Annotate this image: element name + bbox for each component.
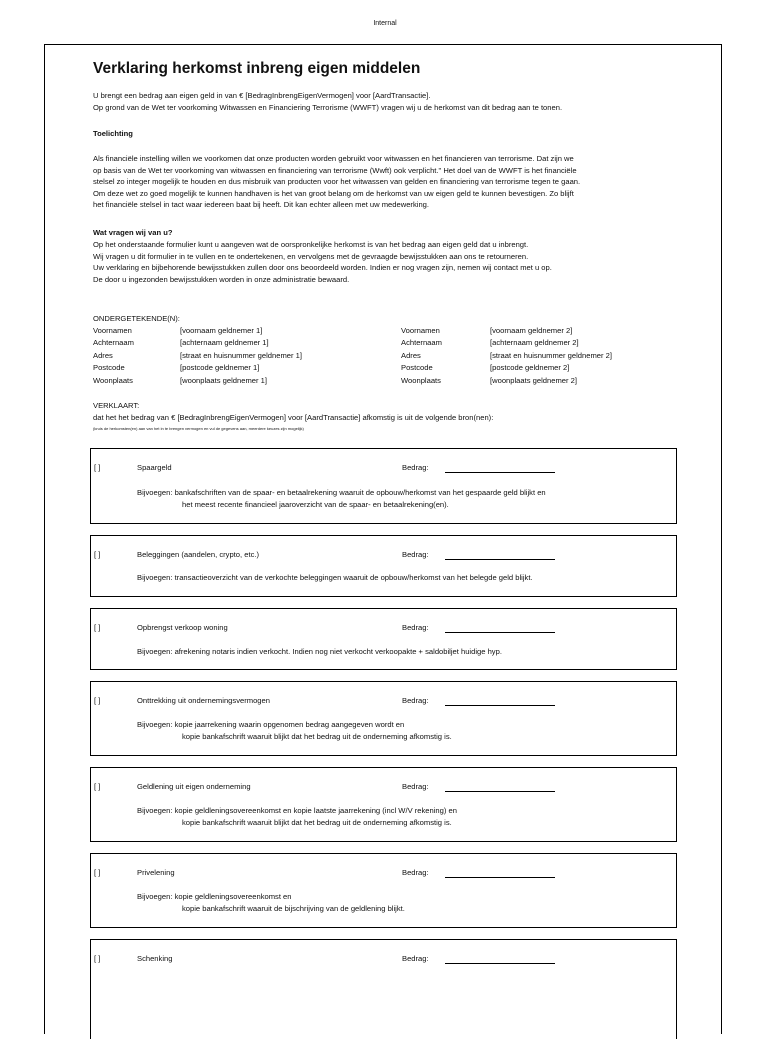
bedrag-input-line[interactable] bbox=[445, 877, 555, 878]
checkbox[interactable]: [ ] bbox=[94, 868, 101, 877]
verklaart-text: dat het het bedrag van € [BedragInbrengEigenVermogen] voor [AardTransactie] afkomstig is uit de volgende bron(nen): bbox=[93, 413, 494, 422]
toelichting-heading: Toelichting bbox=[93, 129, 133, 138]
attachment-line: kopie bankafschrift waaruit de bijschrijving van de geldlening blijkt. bbox=[182, 904, 405, 913]
source-label: Geldlening uit eigen onderneming bbox=[137, 782, 251, 791]
source-label: Opbrengst verkoop woning bbox=[137, 623, 228, 632]
attachment-note bbox=[137, 719, 452, 743]
checkbox[interactable]: [ ] bbox=[94, 696, 101, 705]
attachment-line: Bijvoegen: bankafschriften van de spaar- en betaalrekening waaruit de opbouw/herkomst van het gespaarde geld blijkt en bbox=[137, 488, 546, 497]
intro-block bbox=[93, 90, 562, 113]
attachment-line: Bijvoegen: afrekening notaris indien verkocht. Indien nog niet verkocht verkoopakte + saldobiljet huidige hyp. bbox=[137, 647, 502, 656]
attachment-note bbox=[137, 487, 546, 511]
field-label: Woonplaats bbox=[401, 375, 441, 385]
ondergetekende-heading: ONDERGETEKENDE(N): bbox=[93, 314, 180, 323]
attachment-line: kopie bankafschrift waaruit blijkt dat het bedrag uit de onderneming afkomstig is. bbox=[182, 818, 452, 827]
source-box-beleggingen bbox=[90, 535, 677, 597]
field-value: [woonplaats geldnemer 1] bbox=[180, 375, 267, 385]
field-value: [woonplaats geldnemer 2] bbox=[490, 375, 577, 385]
source-label: Spaargeld bbox=[137, 463, 172, 472]
checkbox[interactable]: [ ] bbox=[94, 954, 101, 963]
signatory2-values bbox=[490, 325, 612, 387]
source-box-onttrekking bbox=[90, 681, 677, 756]
attachment-note bbox=[137, 646, 502, 658]
bedrag-input-line[interactable] bbox=[445, 705, 555, 706]
attachment-line: kopie bankafschrift waaruit blijkt dat het bedrag uit de onderneming afkomstig is. bbox=[182, 732, 452, 741]
attachment-line: Bijvoegen: kopie jaarrekening waarin opgenomen bedrag aangegeven wordt en bbox=[137, 720, 405, 729]
field-label: Achternaam bbox=[401, 338, 442, 348]
bedrag-label: Bedrag: bbox=[402, 550, 429, 559]
toelichting-block bbox=[93, 153, 580, 211]
source-box-verkoop-woning bbox=[90, 608, 677, 670]
bedrag-label: Bedrag: bbox=[402, 868, 429, 877]
vragen-line: Uw verklaring en bijbehorende bewijsstukken zullen door ons beoordeeld worden. Indien er nog vragen zijn, nemen wij contact met u op. bbox=[93, 263, 552, 273]
intro-line: U brengt een bedrag aan eigen geld in van € [BedragInbrengEigenVermogen] voor [AardTransactie]. bbox=[93, 91, 431, 100]
toelichting-line: Om deze wet zo goed mogelijk te kunnen handhaven is het van groot belang om de herkomst van uw eigen geld te kunnen bevestigen. Zo blijft bbox=[93, 188, 574, 198]
source-label: Onttrekking uit ondernemingsvermogen bbox=[137, 696, 270, 705]
bedrag-input-line[interactable] bbox=[445, 632, 555, 633]
field-label: Voornamen bbox=[401, 326, 440, 335]
source-box-spaargeld bbox=[90, 448, 677, 524]
field-label: Adres bbox=[93, 350, 113, 360]
attachment-note bbox=[137, 572, 533, 584]
field-value: [achternaam geldnemer 2] bbox=[490, 338, 579, 348]
field-label: Adres bbox=[401, 350, 421, 360]
toelichting-line: Als financiële instelling willen we voorkomen dat onze producten worden gebruikt voor witwassen en het financieren van terrorisme. Dat zijn we bbox=[93, 154, 574, 163]
attachment-line: het meest recente financieel jaaroverzicht van de spaar- en betaalrekening(en). bbox=[182, 500, 449, 509]
signatory1-labels bbox=[93, 325, 134, 387]
field-value: [straat en huisnummer geldnemer 1] bbox=[180, 350, 302, 360]
vragen-line: Op het onderstaande formulier kunt u aangeven wat de oorspronkelijke herkomst is van het bedrag aan eigen geld dat u inbrengt. bbox=[93, 240, 529, 249]
bedrag-input-line[interactable] bbox=[445, 472, 555, 473]
field-label: Voornamen bbox=[93, 326, 132, 335]
instruction-note: (kruis de herkomsten(en) aan van het in te brengen vermogen en vul de gegevens aan, meerdere keuzes zijn mogelijk) bbox=[93, 426, 304, 431]
document-classification: Internal bbox=[373, 20, 397, 27]
source-box-schenking bbox=[90, 939, 677, 1039]
bedrag-input-line[interactable] bbox=[445, 559, 555, 560]
toelichting-line: het financiële stelsel in tact waar iedereen baat bij heeft. Dit kan echter alleen met uw medewerking. bbox=[93, 200, 429, 210]
field-value: [postcode geldnemer 2] bbox=[490, 363, 570, 373]
intro-line: Op grond van de Wet ter voorkoming Witwassen en Financiering Terrorisme (WWFT) vragen wij u de herkomst van dit bedrag aan te tonen. bbox=[93, 102, 563, 112]
source-label: Beleggingen (aandelen, crypto, etc.) bbox=[137, 550, 260, 559]
bedrag-label: Bedrag: bbox=[402, 623, 429, 632]
attachment-line: Bijvoegen: kopie geldleningsovereenkomst en bbox=[137, 892, 292, 901]
field-label: Woonplaats bbox=[93, 375, 133, 385]
bedrag-label: Bedrag: bbox=[402, 463, 429, 472]
vragen-line: De door u ingezonden bewijsstukken worden in onze administratie bewaard. bbox=[93, 274, 350, 284]
field-label: Postcode bbox=[401, 363, 433, 373]
field-value: [voornaam geldnemer 1] bbox=[180, 326, 263, 335]
source-label: Privelening bbox=[137, 868, 175, 877]
bedrag-label: Bedrag: bbox=[402, 954, 429, 963]
bedrag-input-line[interactable] bbox=[445, 963, 555, 964]
field-value: [achternaam geldnemer 1] bbox=[180, 338, 269, 348]
attachment-line: Bijvoegen: transactieoverzicht van de verkochte beleggingen waaruit de opbouw/herkomst van het belegde geld blijkt. bbox=[137, 573, 533, 582]
bedrag-label: Bedrag: bbox=[402, 782, 429, 791]
toelichting-line: op basis van de Wet ter voorkoming van witwassen en financiering van terrorisme (Wwft) ook verplicht." Het doel van de WWFT is het financiële bbox=[93, 165, 577, 175]
field-value: [voornaam geldnemer 2] bbox=[490, 326, 573, 335]
signatory1-values bbox=[180, 325, 302, 387]
checkbox[interactable]: [ ] bbox=[94, 623, 101, 632]
signatory2-labels bbox=[401, 325, 442, 387]
attachment-note bbox=[137, 891, 405, 915]
attachment-line: Bijvoegen: kopie geldleningsovereenkomst en kopie laatste jaarrekening (incl W/V rekening) en bbox=[137, 806, 457, 815]
checkbox[interactable]: [ ] bbox=[94, 782, 101, 791]
vragen-heading: Wat vragen wij van u? bbox=[93, 228, 173, 237]
attachment-note bbox=[137, 805, 457, 829]
field-value: [straat en huisnummer geldnemer 2] bbox=[490, 350, 612, 360]
field-value: [postcode geldnemer 1] bbox=[180, 363, 260, 373]
checkbox[interactable]: [ ] bbox=[94, 550, 101, 559]
document-title: Verklaring herkomst inbreng eigen middelen bbox=[93, 60, 421, 77]
bedrag-label: Bedrag: bbox=[402, 696, 429, 705]
vragen-block bbox=[93, 239, 552, 285]
source-box-geldlening-onderneming bbox=[90, 767, 677, 842]
verklaart-heading: VERKLAART: bbox=[93, 401, 140, 410]
toelichting-line: stelsel zo integer mogelijk te houden en dus misbruik van producten voor het witwassen van gelden en financiering van terrorisme tegen te gaan. bbox=[93, 177, 581, 187]
field-label: Achternaam bbox=[93, 338, 134, 348]
field-label: Postcode bbox=[93, 363, 125, 373]
vragen-line: Wij vragen u dit formulier in te vullen en te ondertekenen, en vervolgens met de gevraagde bewijsstukken aan ons te retourneren. bbox=[93, 251, 529, 261]
source-label: Schenking bbox=[137, 954, 173, 963]
source-box-privelening bbox=[90, 853, 677, 928]
bedrag-input-line[interactable] bbox=[445, 791, 555, 792]
checkbox[interactable]: [ ] bbox=[94, 463, 101, 472]
